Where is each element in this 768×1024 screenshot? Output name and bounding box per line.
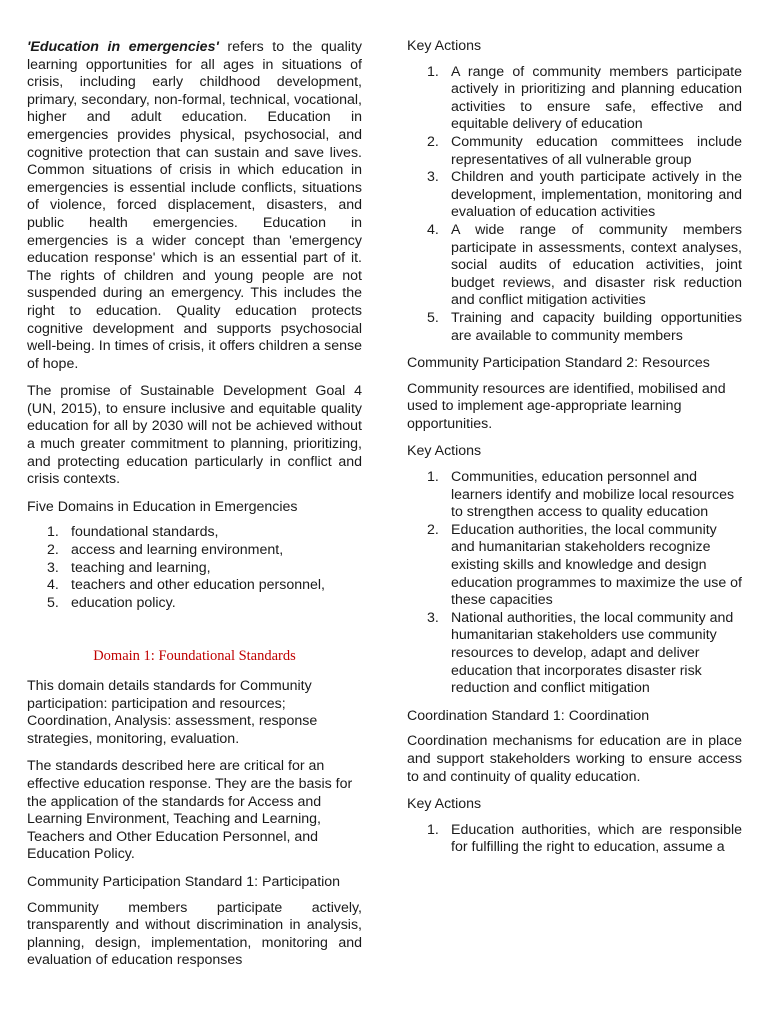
five-domains-heading: Five Domains in Education in Emergencies	[27, 498, 298, 515]
sdg-paragraph: The promise of Sustainable Development Goal 4 (UN, 2015), to ensure inclusive and equitable quality education for all by 2030 will not be achieved without a much greater commitment to planning, prioritizing, and protecting education particularly in conflict and crisis contexts.	[27, 383, 362, 488]
cps1-text: Community members participate actively, transparently and without discrimination in analysis, planning, design, implementation, monitoring and evaluation of education responses	[27, 899, 362, 969]
cps2-text: Community resources are identified, mobilised and used to implement age-appropriate learning opportunities.	[407, 380, 726, 432]
list-item: 2. Education authorities, the local community and humanitarian stakeholders recognize existing skills and knowledge and design education programmes to maximize the use of these capacities	[427, 521, 742, 609]
domain1-description: This domain details standards for Community participation: participation and resources; Coordination, Analysis: assessment, response strategies, monitoring, evaluation.	[27, 678, 318, 747]
right-column	[407, 38, 742, 867]
list-item: 4. teachers and other education personnel,	[47, 577, 325, 594]
left-column	[27, 39, 362, 980]
key-actions-heading: Key Actions	[407, 796, 482, 813]
key-actions-heading: Key Actions	[407, 443, 482, 460]
list-item: 3. Children and youth participate actively in the development, implementation, monitoring and evaluation of education activities	[427, 169, 742, 221]
coordination-text: Coordination mechanisms for education are in place and support stakeholders working to ensure access to and continuity of quality education.	[407, 733, 742, 785]
key-actions-heading: Key Actions	[407, 38, 482, 54]
cps1-heading: Community Participation Standard 1: Participation	[27, 873, 341, 890]
domain1-title: Domain 1: Foundational Standards	[93, 648, 296, 665]
list-item: 3. teaching and learning,	[47, 559, 211, 576]
list-item: 3. National authorities, the local community and humanitarian stakeholders use community resources to develop, adapt and deliver education that incorporates disaster risk reduction and conflict mitigation	[427, 609, 734, 697]
list-item: 1. foundational standards,	[47, 524, 219, 541]
list-item: 1. Communities, education personnel and learners identify and mobilize local resources to strengthen access to quality education	[427, 469, 735, 521]
list-item: 1. A range of community members participate actively in prioritizing and planning education activities to ensure safe, effective and equitable delivery of education	[427, 63, 742, 133]
cps2-heading: Community Participation Standard 2: Resources	[407, 355, 710, 372]
intro-paragraph	[27, 39, 362, 373]
list-item: 5. education policy.	[47, 594, 176, 611]
coordination-heading: Coordination Standard 1: Coordination	[407, 707, 650, 724]
list-item: 4. A wide range of community members participate in assessments, context analyses, social audits of education activities, joint budget reviews, and disaster risk reduction and conflict mitigation activities	[427, 221, 742, 309]
intro-term: 'Education in emergencies'	[27, 39, 219, 55]
list-item: 2. access and learning environment,	[47, 542, 284, 559]
standards-paragraph: The standards described here are critical for an effective education response. They are the basis for the application of the standards for Access and Learning Environment, Teaching and Learning, Teachers and Other Education Personnel, and Education Policy.	[27, 758, 353, 863]
list-item: 5. Training and capacity building opportunities are available to community members	[427, 309, 742, 344]
list-item: 2. Community education committees include representatives of all vulnerable group	[427, 133, 742, 168]
five-domains-list	[27, 524, 362, 612]
list-item: 1. Education authorities, which are responsible for fulfilling the right to education, assume a	[427, 821, 742, 856]
key-actions-list-1	[407, 64, 742, 346]
key-actions-list-3	[407, 822, 742, 857]
key-actions-list-2	[407, 469, 742, 698]
intro-text: refers to the quality learning opportunities for all ages in situations of crisis, including early childhood development, primary, secondary, non-formal, technical, vocational, higher and adult education. Education in emergencies provides physical, psychosocial, and cognitive protection that can sustain and save lives. Common situations of crisis in which education in emergencies is essential include conflicts, situations of violence, forced displacement, disasters, and public health emergencies. Education in emergencies is a wider concept than 'emergency education response' which is an essential part of it. The rights of children and young people are not suspended during an emergency. This includes the right to education. Quality education protects cognitive development and supports psychosocial well-being. In times of crisis, it offers children a sense of hope.	[27, 39, 362, 372]
